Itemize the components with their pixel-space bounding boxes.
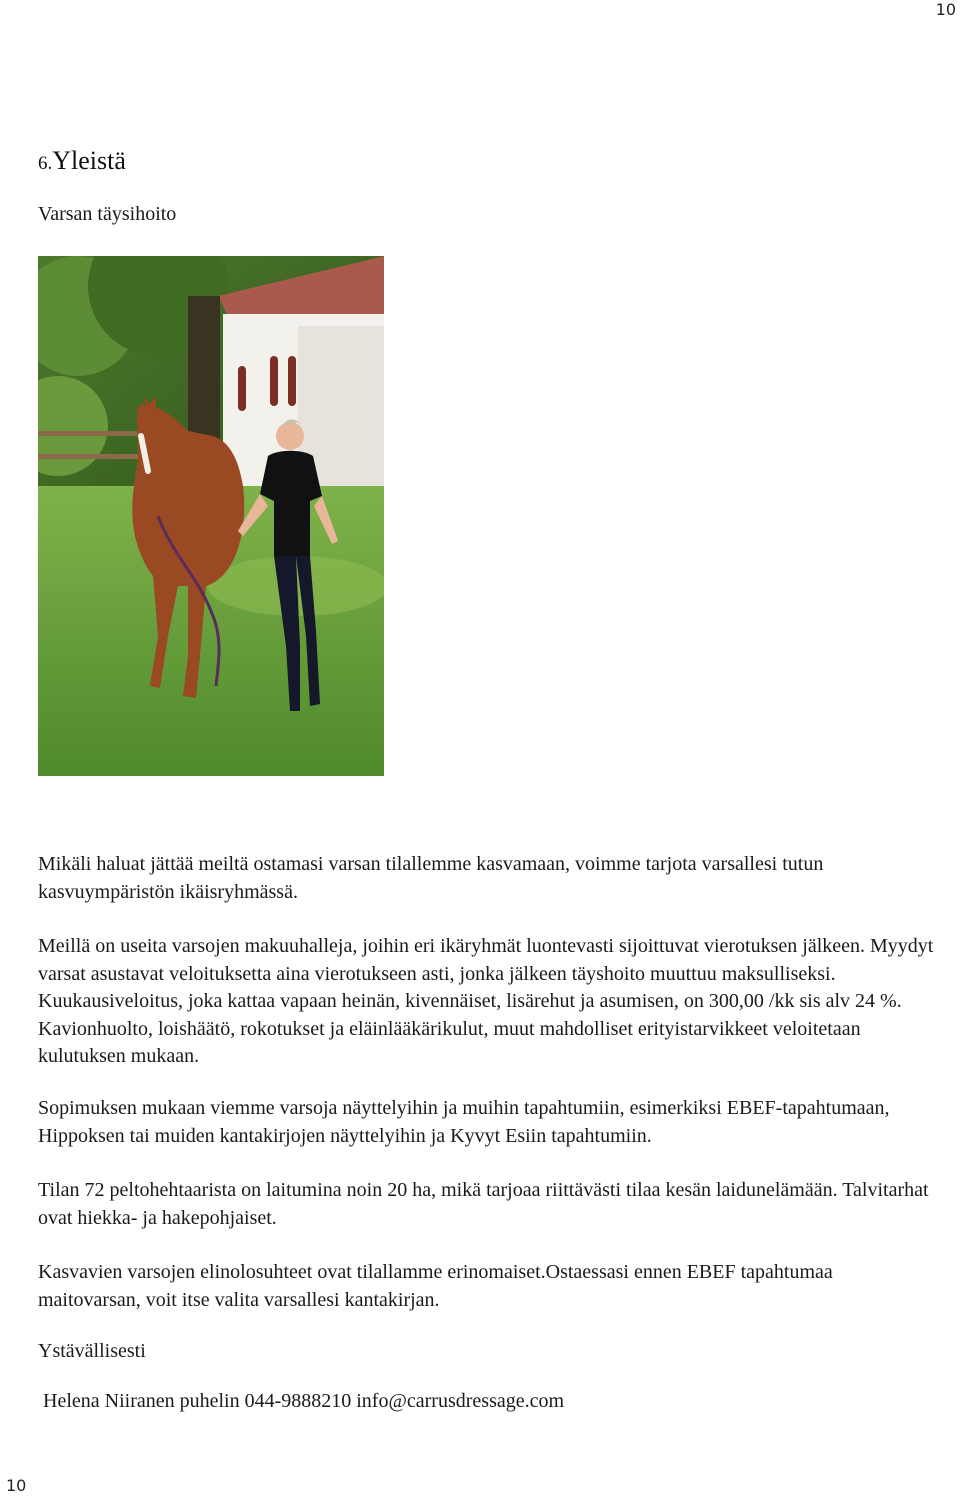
section-title: Yleistä <box>52 146 126 175</box>
horse-photo <box>38 256 384 776</box>
closing-text: Ystävällisesti <box>38 1340 146 1362</box>
section-subtitle: Varsan täysihoito <box>38 203 177 225</box>
paragraph-text: Mikäli haluat jättää meiltä ostamasi varsan tilallemme kasvamaan, voimme tarjota varsallesi tutun kasvuympäristön ikäisryhmässä. <box>38 853 824 903</box>
section-heading <box>38 146 126 176</box>
paragraph-stables <box>38 933 938 1071</box>
signature-contact: Helena Niiranen puhelin 044-9888210 info@carrusdressage.com <box>43 1390 565 1412</box>
paragraph-text: Sopimuksen mukaan viemme varsoja näyttelyihin ja muihin tapahtumiin, esimerkiksi EBEF-tapahtumaan, Hippoksen tai muiden kantakirjojen näyttelyihin ja Kyvyt Esiin tapahtumiin. <box>38 1097 890 1147</box>
page-number-bottom: 10 <box>6 1476 27 1495</box>
paragraph-pastures <box>38 1177 938 1232</box>
photo-horse-and-handler-icon <box>38 256 384 776</box>
paragraph-intro <box>38 851 938 906</box>
section-number: 6. <box>38 153 53 174</box>
paragraph-text: Meillä on useita varsojen makuuhalleja, joihin eri ikäryhmät luontevasti sijoittuvat vierotuksen jälkeen. Myydyt varsat asustavat veloituksetta aina vierotukseen asti, jonka jälkeen täyshoito muuttuu maksulliseksi. Kuukausiveloitus, joka kattaa vapaan heinän, kivennäiset, lisärehut ja asumisen, on 300,00 /kk sis alv 24 %. Kavionhuolto, loishäätö, rokotukset ja eläinlääkärikulut, muut mahdolliset erityistarvikkeet veloitetaan kulutuksen mukaan. <box>38 935 934 1067</box>
paragraph-text: Kasvavien varsojen elinolosuhteet ovat tilallamme erinomaiset.Ostaessasi ennen EBEF tapahtumaa maitovarsan, voit itse valita varsallesi kantakirjan. <box>38 1261 833 1311</box>
paragraph-shows <box>38 1095 938 1150</box>
page-number-top: 10 <box>935 0 956 19</box>
paragraph-conditions <box>38 1259 938 1314</box>
paragraph-text: Tilan 72 peltohehtaarista on laitumina noin 20 ha, mikä tarjoaa riittävästi tilaa kesän laidunelämään. Talvitarhat ovat hiekka- ja hakepohjaiset. <box>38 1179 929 1229</box>
